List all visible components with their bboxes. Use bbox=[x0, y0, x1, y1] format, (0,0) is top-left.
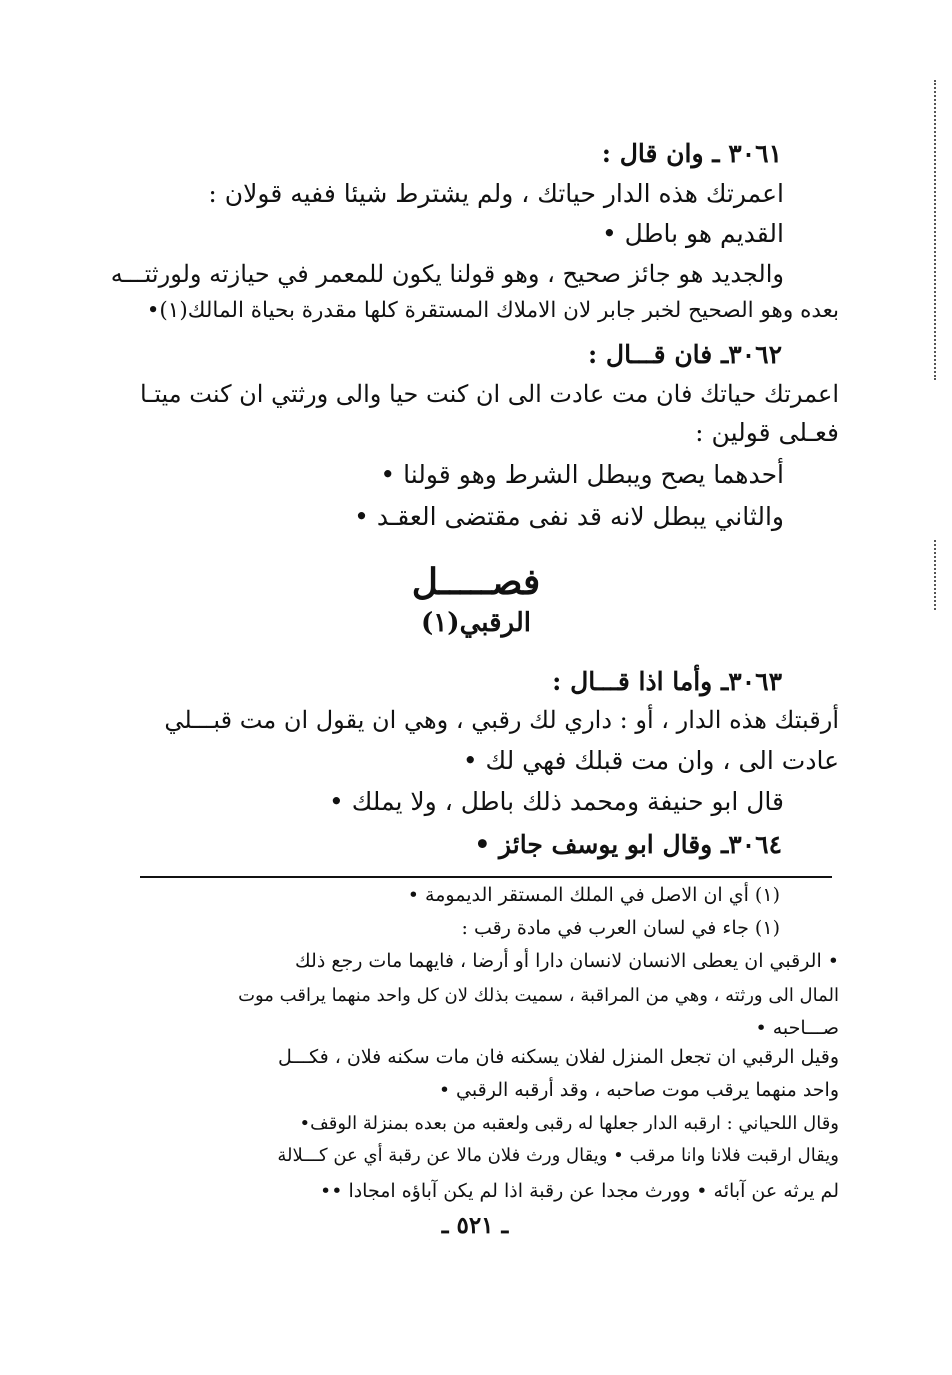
body-line: قال ابو حنيفة ومحمد ذلك باطل ، ولا يملك • bbox=[329, 787, 784, 816]
margin-dots-top bbox=[934, 80, 936, 380]
footnote-line: صـــاحبه • bbox=[755, 1017, 839, 1039]
body-line: ٣٠٦٤ـ وقال ابو يوسف جائز • bbox=[474, 830, 782, 859]
footnote-separator bbox=[140, 876, 832, 878]
section-title: فصـــــل bbox=[411, 561, 541, 603]
footnote-line: (١) أي ان الاصل في الملك المستقر الديمومة • bbox=[407, 884, 780, 906]
footnote-line: المال الى ورثته ، وهي من المراقبة ، سميت بذلك لان كل واحد منهما يراقب موت bbox=[238, 985, 839, 1006]
body-line: والثاني يبطل لانه قد نفى مقتضى العقـد • bbox=[354, 502, 784, 531]
footnote-line: (١) جاء في لسان العرب في مادة رقب : bbox=[461, 917, 780, 939]
footnote-line: لم يرثه عن آبائه • وورث مجدا عن رقبة اذا لم يكن آباؤه امجادا •• bbox=[319, 1180, 839, 1202]
body-line: ٣٠٦١ ـ وان قال : bbox=[601, 139, 782, 168]
body-line: ٣٠٦٢ـ فان قـــال : bbox=[587, 340, 782, 369]
margin-dots-bottom bbox=[934, 540, 936, 610]
body-line: ٣٠٦٣ـ وأما اذا قـــال : bbox=[552, 667, 782, 696]
footnote-line: وقيل الرقبي ان تجعل المنزل لفلان يسكنه فان مات سكنه فلان ، فكـــل bbox=[278, 1046, 839, 1068]
footnote-line: واحد منهما يرقب موت صاحبه ، وقد أرقبه الرقبي • bbox=[438, 1079, 839, 1101]
footnote-line: • الرقبي ان يعطى الانسان لانسان دارا أو أرضا ، فايهما مات رجع ذلك bbox=[295, 950, 839, 972]
body-line: عادت الى ، وان مت قبلك فهي لك • bbox=[462, 746, 839, 775]
body-line: أرقبتك هذه الدار ، أو : داري لك رقبي ، وهي ان يقول ان مت قبـــلي bbox=[164, 706, 839, 734]
body-line: والجديد هو جائز صحيح ، وهو قولنا يكون للمعمر في حيازته ولورثتـــه bbox=[110, 260, 784, 288]
body-line: فعـلى قولين : bbox=[695, 418, 839, 447]
body-line: بعده وهو الصحيح لخبر جابر لان الاملاك المستقرة كلها مقدرة بحياة المالك(١)• bbox=[146, 298, 839, 323]
footnote-line: وقال اللحياني : ارقبه الدار جعلها له رقبى ولعقبه من بعده بمنزلة الوقف• bbox=[299, 1113, 839, 1134]
body-line: اعمرتك هذه الدار حياتك ، ولم يشترط شيئا ففيه قولان : bbox=[208, 179, 784, 208]
page-number: ـ ٥٢١ ـ bbox=[441, 1212, 509, 1239]
section-subtitle: الرقبي(١) bbox=[420, 608, 532, 638]
footnote-line: ويقال ارقبت فلانا وانا مرقب • ويقال ورث فلان مالا عن رقبة أي عن كـــلالة bbox=[277, 1145, 839, 1166]
body-line: اعمرتك حياتك فان مت عادت الى ان كنت حيا والى ورثتي ان كنت ميتـا bbox=[139, 380, 839, 408]
body-line: القديم هو باطل • bbox=[601, 219, 784, 248]
body-line: أحدهما يصح ويبطل الشرط وهو قولنا • bbox=[380, 460, 784, 489]
